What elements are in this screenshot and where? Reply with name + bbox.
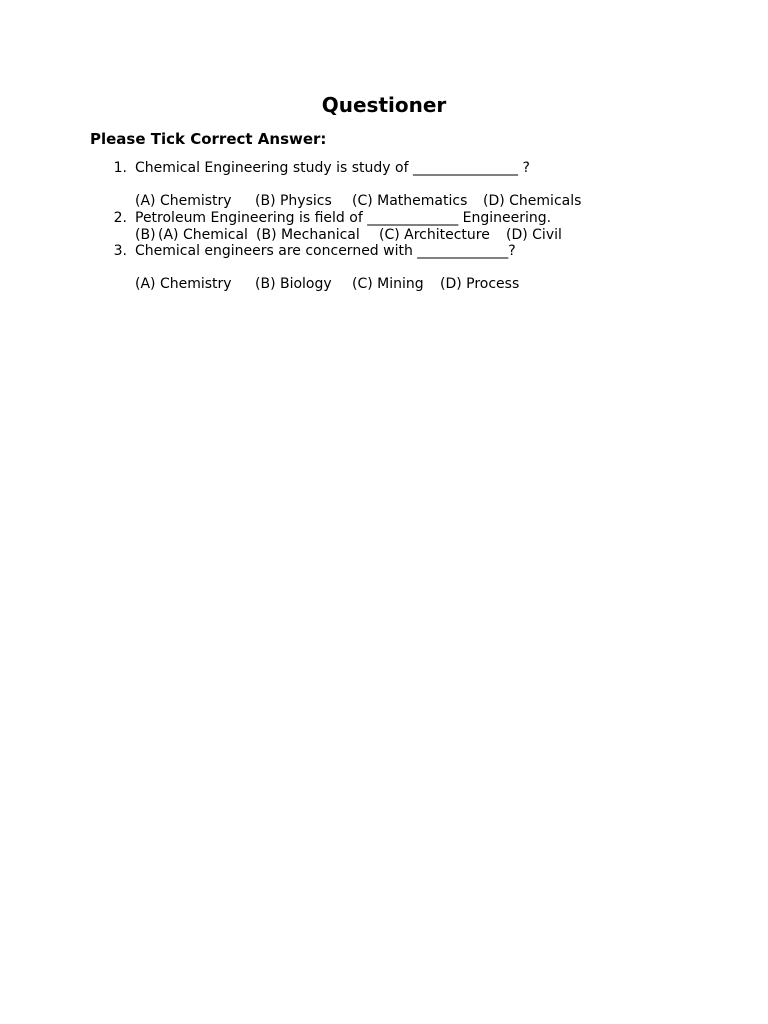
question-number: 2. xyxy=(113,210,127,226)
option-prefix: (B) xyxy=(135,227,156,243)
answer-option[interactable]: (D) Process xyxy=(440,276,520,292)
answer-option[interactable]: (B) Physics xyxy=(255,193,332,209)
question-text: Chemical Engineering study is study of _______________ ? xyxy=(135,160,530,176)
question-number: 3. xyxy=(113,243,127,259)
answer-option[interactable]: (B) Mechanical xyxy=(256,227,360,243)
question-text: Petroleum Engineering is field of _____________ Engineering. xyxy=(135,210,552,226)
question-number: 1. xyxy=(113,160,127,176)
page-title: Questioner xyxy=(321,93,447,117)
answer-option[interactable]: (B) Biology xyxy=(255,276,332,292)
answer-option[interactable]: (A) Chemistry xyxy=(135,193,232,209)
answer-option[interactable]: (D) Civil xyxy=(506,227,562,243)
answer-option[interactable]: (C) Architecture xyxy=(379,227,490,243)
answer-option[interactable]: (C) Mining xyxy=(352,276,424,292)
answer-option[interactable]: (C) Mathematics xyxy=(352,193,468,209)
instruction-heading: Please Tick Correct Answer: xyxy=(90,130,327,148)
answer-option[interactable]: (A) Chemistry xyxy=(135,276,232,292)
question-text: Chemical engineers are concerned with _____________? xyxy=(135,243,516,259)
answer-option[interactable]: (A) Chemical xyxy=(158,227,248,243)
answer-option[interactable]: (D) Chemicals xyxy=(483,193,582,209)
